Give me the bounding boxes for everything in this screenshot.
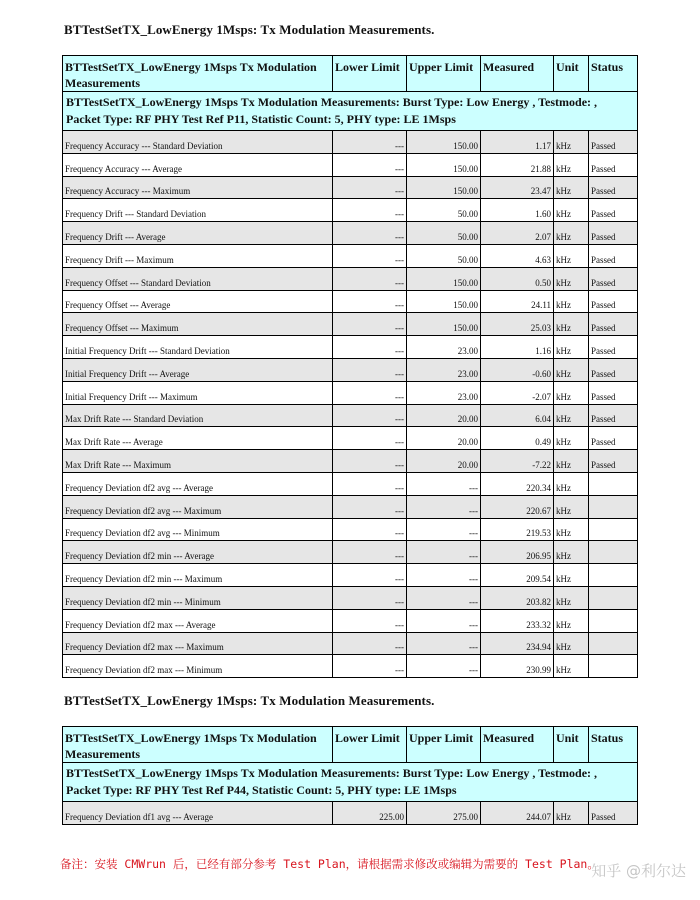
measured-cell: 206.95 xyxy=(481,541,554,564)
section2-title: BTTestSetTX_LowEnergy 1Msps: Tx Modulation Measurements. xyxy=(64,693,435,708)
status-cell: Passed xyxy=(589,404,638,427)
upper-limit-cell: --- xyxy=(407,632,481,655)
lower-limit-cell: --- xyxy=(333,267,407,290)
measured-cell: 0.49 xyxy=(481,427,554,450)
unit-cell: kHz xyxy=(554,358,589,381)
header-measured: Measured xyxy=(481,56,554,92)
test-name-cell: Initial Frequency Drift --- Standard Deviation xyxy=(63,336,333,359)
measurement-table-2 xyxy=(62,726,638,825)
table-subheader: BTTestSetTX_LowEnergy 1Msps Tx Modulation Measurements: Burst Type: Low Energy , Testmode: , Packet Type: RF PHY Test Ref P44, Statistic Count: 5, PHY type: LE 1Msps xyxy=(63,763,638,802)
upper-limit-cell: --- xyxy=(407,472,481,495)
upper-limit-cell: 150.00 xyxy=(407,290,481,313)
upper-limit-cell: --- xyxy=(407,586,481,609)
lower-limit-cell: --- xyxy=(333,336,407,359)
measured-cell: 203.82 xyxy=(481,586,554,609)
status-cell xyxy=(589,564,638,587)
unit-cell: kHz xyxy=(554,244,589,267)
measured-cell: 25.03 xyxy=(481,313,554,336)
test-name-cell: Frequency Drift --- Average xyxy=(63,222,333,245)
test-name-cell: Frequency Accuracy --- Standard Deviation xyxy=(63,131,333,154)
test-name-cell: Frequency Deviation df2 avg --- Maximum xyxy=(63,495,333,518)
header-lower-limit: Lower Limit xyxy=(333,56,407,92)
upper-limit-cell: 20.00 xyxy=(407,450,481,473)
test-name-cell: Initial Frequency Drift --- Maximum xyxy=(63,381,333,404)
table-row xyxy=(63,609,638,632)
status-cell: Passed xyxy=(589,153,638,176)
unit-cell: kHz xyxy=(554,336,589,359)
header-measured: Measured xyxy=(481,727,554,763)
measured-cell: 219.53 xyxy=(481,518,554,541)
status-cell: Passed xyxy=(589,450,638,473)
status-cell: Passed xyxy=(589,336,638,359)
lower-limit-cell: --- xyxy=(333,564,407,587)
unit-cell: kHz xyxy=(554,131,589,154)
table-row xyxy=(63,199,638,222)
measured-cell: 209.54 xyxy=(481,564,554,587)
test-name-cell: Frequency Deviation df2 min --- Maximum xyxy=(63,564,333,587)
status-cell: Passed xyxy=(589,313,638,336)
test-name-cell: Frequency Offset --- Maximum xyxy=(63,313,333,336)
status-cell: Passed xyxy=(589,267,638,290)
upper-limit-cell: --- xyxy=(407,541,481,564)
table-row xyxy=(63,586,638,609)
lower-limit-cell: --- xyxy=(333,199,407,222)
test-name-cell: Frequency Drift --- Standard Deviation xyxy=(63,199,333,222)
measured-cell: 1.16 xyxy=(481,336,554,359)
table-row xyxy=(63,564,638,587)
upper-limit-cell: 150.00 xyxy=(407,131,481,154)
measured-cell: 230.99 xyxy=(481,655,554,678)
measured-cell: 6.04 xyxy=(481,404,554,427)
lower-limit-cell: --- xyxy=(333,358,407,381)
table-row xyxy=(63,495,638,518)
unit-cell: kHz xyxy=(554,313,589,336)
lower-limit-cell: --- xyxy=(333,222,407,245)
upper-limit-cell: 150.00 xyxy=(407,176,481,199)
test-name-cell: Frequency Deviation df2 avg --- Minimum xyxy=(63,518,333,541)
unit-cell: kHz xyxy=(554,450,589,473)
measured-cell: 1.60 xyxy=(481,199,554,222)
test-name-cell: Max Drift Rate --- Average xyxy=(63,427,333,450)
status-cell xyxy=(589,609,638,632)
unit-cell: kHz xyxy=(554,655,589,678)
upper-limit-cell: 20.00 xyxy=(407,427,481,450)
upper-limit-cell: 23.00 xyxy=(407,381,481,404)
header-status: Status xyxy=(589,56,638,92)
table-row xyxy=(63,131,638,154)
measured-cell: 220.34 xyxy=(481,472,554,495)
unit-cell: kHz xyxy=(554,541,589,564)
lower-limit-cell: --- xyxy=(333,153,407,176)
measured-cell: -2.07 xyxy=(481,381,554,404)
test-name-cell: Frequency Deviation df2 avg --- Average xyxy=(63,472,333,495)
upper-limit-cell: --- xyxy=(407,495,481,518)
upper-limit-cell: 150.00 xyxy=(407,313,481,336)
lower-limit-cell: --- xyxy=(333,381,407,404)
unit-cell: kHz xyxy=(554,609,589,632)
measured-cell: 244.07 xyxy=(481,802,554,825)
upper-limit-cell: 275.00 xyxy=(407,802,481,825)
test-name-cell: Frequency Deviation df2 min --- Average xyxy=(63,541,333,564)
table-row xyxy=(63,472,638,495)
measurement-table-1 xyxy=(62,55,638,678)
unit-cell: kHz xyxy=(554,472,589,495)
header-upper-limit: Upper Limit xyxy=(407,727,481,763)
lower-limit-cell: --- xyxy=(333,609,407,632)
table-row xyxy=(63,176,638,199)
lower-limit-cell: --- xyxy=(333,518,407,541)
header-test-name: BTTestSetTX_LowEnergy 1Msps Tx Modulation Measurements xyxy=(63,56,333,92)
table-row xyxy=(63,802,638,825)
lower-limit-cell: --- xyxy=(333,404,407,427)
test-name-cell: Frequency Drift --- Maximum xyxy=(63,244,333,267)
unit-cell: kHz xyxy=(554,381,589,404)
measured-cell: 23.47 xyxy=(481,176,554,199)
table-row xyxy=(63,427,638,450)
lower-limit-cell: --- xyxy=(333,313,407,336)
upper-limit-cell: 23.00 xyxy=(407,336,481,359)
status-cell xyxy=(589,586,638,609)
table-row xyxy=(63,222,638,245)
table-row xyxy=(63,541,638,564)
measured-cell: 0.50 xyxy=(481,267,554,290)
table-row xyxy=(63,632,638,655)
measured-cell: 234.94 xyxy=(481,632,554,655)
table-row xyxy=(63,313,638,336)
measured-cell: 24.11 xyxy=(481,290,554,313)
measured-cell: 21.88 xyxy=(481,153,554,176)
header-unit: Unit xyxy=(554,56,589,92)
footer-note: 备注：安装 CMWrun 后，已经有部分参考 Test Plan，请根据需求修改或编辑为需要的 Test Plan。 xyxy=(60,857,599,871)
header-status: Status xyxy=(589,727,638,763)
status-cell xyxy=(589,632,638,655)
unit-cell: kHz xyxy=(554,802,589,825)
test-name-cell: Frequency Offset --- Average xyxy=(63,290,333,313)
status-cell: Passed xyxy=(589,358,638,381)
table-row xyxy=(63,404,638,427)
lower-limit-cell: --- xyxy=(333,176,407,199)
status-cell: Passed xyxy=(589,244,638,267)
upper-limit-cell: 150.00 xyxy=(407,267,481,290)
measured-cell: 1.17 xyxy=(481,131,554,154)
unit-cell: kHz xyxy=(554,495,589,518)
status-cell xyxy=(589,655,638,678)
header-upper-limit: Upper Limit xyxy=(407,56,481,92)
table-row xyxy=(63,267,638,290)
lower-limit-cell: --- xyxy=(333,541,407,564)
status-cell: Passed xyxy=(589,381,638,404)
lower-limit-cell: --- xyxy=(333,290,407,313)
unit-cell: kHz xyxy=(554,153,589,176)
lower-limit-cell: --- xyxy=(333,244,407,267)
status-cell: Passed xyxy=(589,199,638,222)
measured-cell: -7.22 xyxy=(481,450,554,473)
upper-limit-cell: --- xyxy=(407,655,481,678)
lower-limit-cell: --- xyxy=(333,450,407,473)
unit-cell: kHz xyxy=(554,586,589,609)
upper-limit-cell: --- xyxy=(407,609,481,632)
table-row xyxy=(63,358,638,381)
upper-limit-cell: --- xyxy=(407,564,481,587)
unit-cell: kHz xyxy=(554,518,589,541)
table-row xyxy=(63,518,638,541)
upper-limit-cell: 50.00 xyxy=(407,199,481,222)
upper-limit-cell: --- xyxy=(407,518,481,541)
table-row xyxy=(63,450,638,473)
lower-limit-cell: 225.00 xyxy=(333,802,407,825)
measured-cell: 4.63 xyxy=(481,244,554,267)
test-name-cell: Frequency Deviation df2 max --- Minimum xyxy=(63,655,333,678)
unit-cell: kHz xyxy=(554,632,589,655)
test-name-cell: Frequency Accuracy --- Average xyxy=(63,153,333,176)
status-cell: Passed xyxy=(589,290,638,313)
header-lower-limit: Lower Limit xyxy=(333,727,407,763)
unit-cell: kHz xyxy=(554,564,589,587)
test-name-cell: Initial Frequency Drift --- Average xyxy=(63,358,333,381)
unit-cell: kHz xyxy=(554,267,589,290)
test-name-cell: Frequency Accuracy --- Maximum xyxy=(63,176,333,199)
test-name-cell: Frequency Deviation df2 max --- Maximum xyxy=(63,632,333,655)
measured-cell: 233.32 xyxy=(481,609,554,632)
lower-limit-cell: --- xyxy=(333,131,407,154)
upper-limit-cell: 23.00 xyxy=(407,358,481,381)
upper-limit-cell: 20.00 xyxy=(407,404,481,427)
header-test-name: BTTestSetTX_LowEnergy 1Msps Tx Modulation Measurements xyxy=(63,727,333,763)
status-cell xyxy=(589,472,638,495)
unit-cell: kHz xyxy=(554,427,589,450)
test-name-cell: Max Drift Rate --- Standard Deviation xyxy=(63,404,333,427)
unit-cell: kHz xyxy=(554,222,589,245)
unit-cell: kHz xyxy=(554,176,589,199)
status-cell: Passed xyxy=(589,802,638,825)
upper-limit-cell: 50.00 xyxy=(407,244,481,267)
test-name-cell: Frequency Deviation df2 min --- Minimum xyxy=(63,586,333,609)
upper-limit-cell: 50.00 xyxy=(407,222,481,245)
status-cell xyxy=(589,518,638,541)
watermark: 知乎 @利尔达 xyxy=(591,862,686,880)
table-row xyxy=(63,290,638,313)
table-row xyxy=(63,381,638,404)
measured-cell: 2.07 xyxy=(481,222,554,245)
table-row xyxy=(63,655,638,678)
test-name-cell: Max Drift Rate --- Maximum xyxy=(63,450,333,473)
lower-limit-cell: --- xyxy=(333,472,407,495)
status-cell: Passed xyxy=(589,176,638,199)
table-row xyxy=(63,336,638,359)
unit-cell: kHz xyxy=(554,199,589,222)
lower-limit-cell: --- xyxy=(333,427,407,450)
upper-limit-cell: 150.00 xyxy=(407,153,481,176)
status-cell: Passed xyxy=(589,222,638,245)
test-name-cell: Frequency Deviation df1 avg --- Average xyxy=(63,802,333,825)
table-row xyxy=(63,153,638,176)
table-row xyxy=(63,244,638,267)
status-cell xyxy=(589,495,638,518)
section1-title: BTTestSetTX_LowEnergy 1Msps: Tx Modulation Measurements. xyxy=(64,22,435,37)
status-cell xyxy=(589,541,638,564)
header-unit: Unit xyxy=(554,727,589,763)
unit-cell: kHz xyxy=(554,404,589,427)
table-subheader: BTTestSetTX_LowEnergy 1Msps Tx Modulation Measurements: Burst Type: Low Energy , Testmode: , Packet Type: RF PHY Test Ref P11, Statistic Count: 5, PHY type: LE 1Msps xyxy=(63,92,638,131)
unit-cell: kHz xyxy=(554,290,589,313)
status-cell: Passed xyxy=(589,131,638,154)
test-name-cell: Frequency Deviation df2 max --- Average xyxy=(63,609,333,632)
test-name-cell: Frequency Offset --- Standard Deviation xyxy=(63,267,333,290)
lower-limit-cell: --- xyxy=(333,586,407,609)
status-cell: Passed xyxy=(589,427,638,450)
measured-cell: 220.67 xyxy=(481,495,554,518)
measured-cell: -0.60 xyxy=(481,358,554,381)
lower-limit-cell: --- xyxy=(333,495,407,518)
lower-limit-cell: --- xyxy=(333,632,407,655)
lower-limit-cell: --- xyxy=(333,655,407,678)
